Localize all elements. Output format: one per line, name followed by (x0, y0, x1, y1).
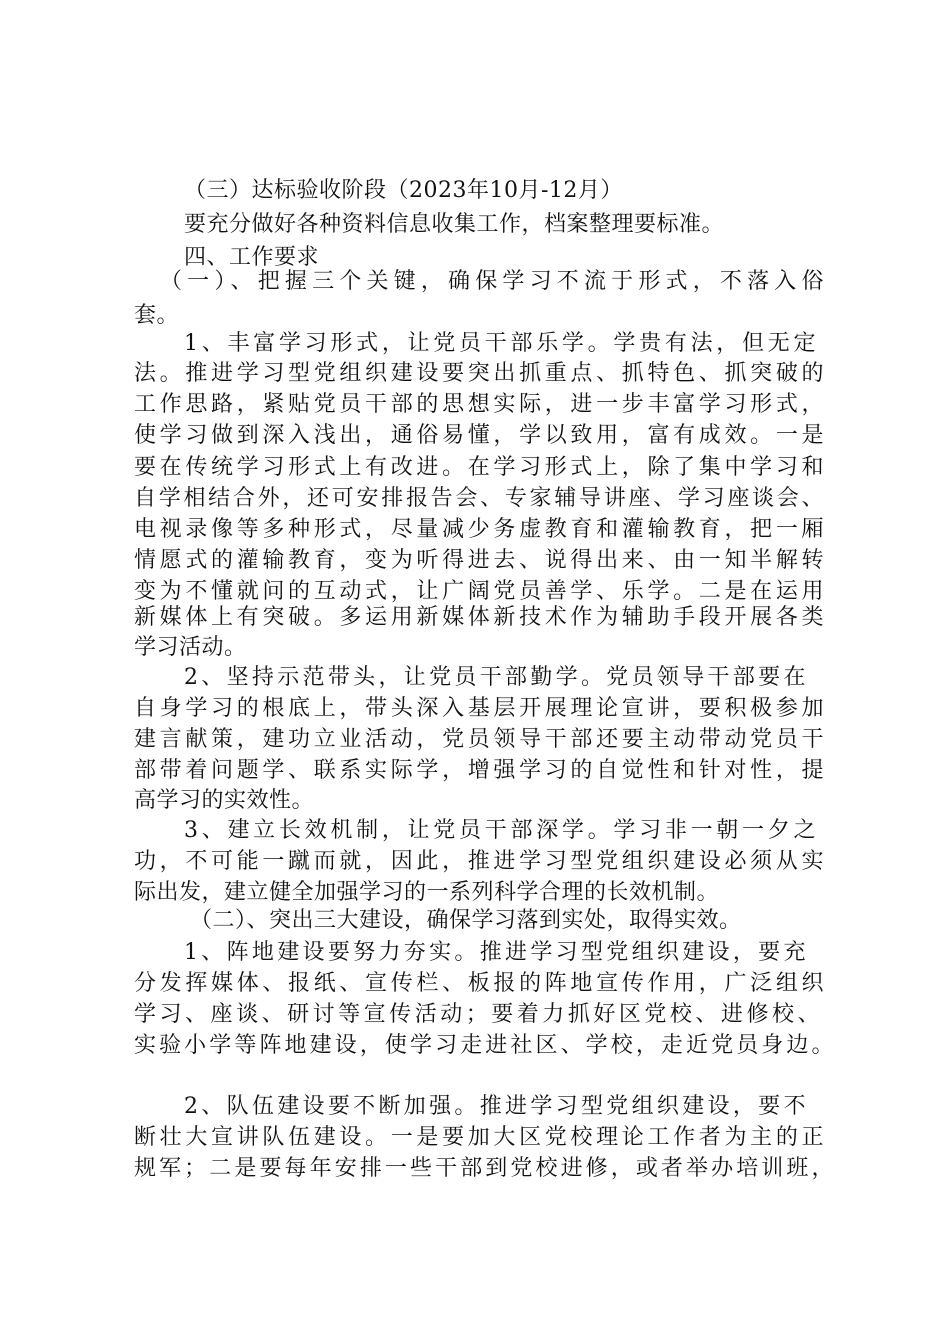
paragraph-line: 要充分做好各种资料信息收集工作，档案整理要标准。 (184, 212, 725, 237)
paragraph-line: 际出发，建立健全加强学习的一系列科学合理的长效机制。 (134, 880, 720, 905)
paragraph-line: 工作思路，紧贴党员干部的思想实际，进一步丰富学习形式， (134, 392, 824, 417)
paragraph-line: 功，不可能一蹴而就，因此，推进学习型党组织建设必须从实 (134, 849, 824, 874)
paragraph-line: 自学相结合外，还可安排报告会、专家辅导讲座、学习座谈会、 (134, 486, 824, 511)
paragraph-line: 法。推进学习型党组织建设要突出抓重点、抓特色、抓突破的 (134, 361, 824, 386)
subheading-two: （二）、突出三大建设，确保学习落到实处，取得实效。 (190, 908, 742, 933)
paragraph-line: 使学习做到深入浅出，通俗易懂，学以致用，富有成效。一是 (134, 423, 824, 448)
paragraph-line: 规军；二是要每年安排一些干部到党校进修，或者举办培训班， (134, 1156, 834, 1181)
paragraph-line: 断壮大宣讲队伍建设。一是要加大区党校理论工作者为主的正 (134, 1125, 824, 1150)
paragraph-line: 情愿式的灌输教育，变为听得进去、说得出来、由一知半解转 (134, 548, 824, 573)
paragraph-line: 电视录像等多种形式，尽量减少务虚教育和灌输教育，把一厢 (134, 517, 824, 542)
subheading-one: （一）、把握三个关键，确保学习不流于形式，不落入俗 (160, 269, 824, 294)
paragraph-line: 要在传统学习形式上有改进。在学习形式上，除了集中学习和 (134, 455, 824, 480)
item-three-line: 3、建立长效机制，让党员干部深学。学习非一朝一夕之 (184, 818, 816, 843)
paragraph-line: 套。 (134, 303, 180, 328)
subheading-phase-three: （三）达标验收阶段（2023年10月-12月） (184, 178, 623, 203)
item-two-line: 2、坚持示范带头，让党员干部勤学。党员领导干部要在 (184, 665, 806, 690)
paragraph-line: 实验小学等阵地建设，使学习走进社区、学校，走近党员身边。 (134, 1033, 834, 1058)
item-one-line: 1、丰富学习形式，让党员干部乐学。学贵有法，但无定 (184, 331, 816, 356)
paragraph-line: 建言献策，建功立业活动，党员领导干部还要主动带动党员干 (134, 727, 824, 752)
item-one-line: 1、阵地建设要努力夯实。推进学习型党组织建设，要充 (184, 940, 806, 965)
paragraph-line: 分发挥媒体、报纸、宣传栏、板报的阵地宣传作用，广泛组织 (134, 971, 824, 996)
paragraph-line: 学习、座谈、研讨等宣传活动；要着力抓好区党校、进修校、 (134, 1002, 820, 1027)
paragraph-line: 自身学习的根底上，带头深入基层开展理论宣讲，要积极参加 (134, 696, 824, 721)
section-heading-work-requirements: 四、工作要求 (184, 245, 320, 270)
paragraph-line: 变为不懂就问的互动式，让广阔党员善学、乐学。二是在运用 (134, 579, 824, 604)
paragraph-line: 新媒体上有突破。多运用新媒体新技术作为辅助手段开展各类 (134, 605, 824, 630)
paragraph-line: 部带着问题学、联系实际学，增强学习的自觉性和针对性，提 (134, 758, 824, 783)
item-two-line: 2、队伍建设要不断加强。推进学习型党组织建设，要不 (184, 1094, 806, 1119)
paragraph-line: 学习活动。 (134, 635, 247, 660)
paragraph-line: 高学习的实效性。 (134, 788, 315, 813)
